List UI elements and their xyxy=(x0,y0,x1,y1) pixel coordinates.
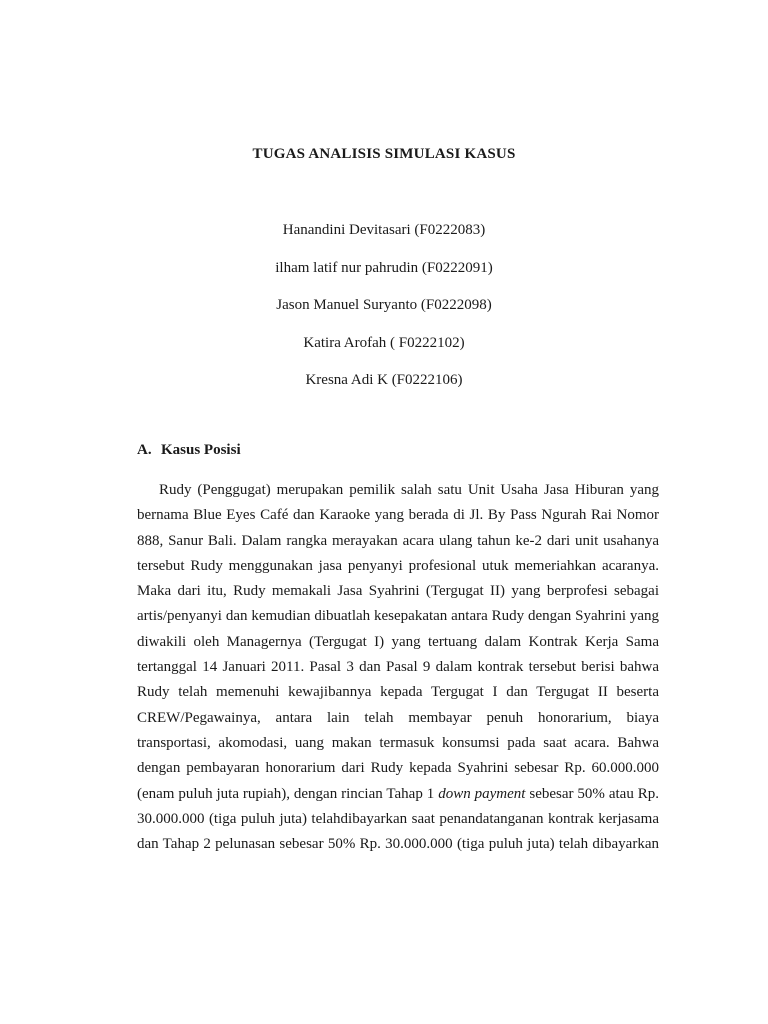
paragraph-line: Maka dari itu, Rudy memakali Jasa Syahrini (Tergugat II) yang berprofesi sebagai xyxy=(137,583,659,600)
author-line: Katira Arofah ( F0222102) xyxy=(303,334,465,351)
paragraph-line: bernama Blue Eyes Café dan Karaoke yang berada di Jl. By Pass Ngurah Rai Nomor xyxy=(137,507,659,524)
author-line: Hanandini Devitasari (F0222083) xyxy=(282,222,486,238)
paragraph-line: 30.000.000 (tiga puluh juta) telahdibayarkan saat penandatanganan kontrak kerjasama xyxy=(137,810,659,827)
author-line: Kresna Adi K (F0222106) xyxy=(305,372,463,388)
paragraph-line-mixed xyxy=(137,782,659,807)
case-paragraph xyxy=(137,478,659,857)
paragraph-line: Rudy telah memenuhi kewajibannya kepada Tergugat I dan Tergugat II beserta xyxy=(137,684,659,701)
author-list xyxy=(0,219,768,407)
paragraph-line: diwakili oleh Managernya (Tergugat I) yang tertuang dalam Kontrak Kerja Sama xyxy=(137,633,659,650)
line-text: (enam puluh juta rupiah), dengan rincian Tahap 1 xyxy=(137,785,439,802)
paragraph-line: CREW/Pegawainya, antara lain telah membayar penuh honorarium, biaya xyxy=(137,709,659,726)
section-heading xyxy=(137,442,241,459)
paragraph-line: tersebut Rudy menggunakan jasa penyanyi profesional utuk memeriahkan acaranya. xyxy=(137,557,659,574)
author-line: ilham latif nur pahrudin (F0222091) xyxy=(275,259,493,276)
paragraph-line: tertanggal 14 Januari 2011. Pasal 3 dan Pasal 9 dalam kontrak tersebut berisi bahwa xyxy=(137,659,659,676)
section-letter: A. xyxy=(137,442,152,458)
paragraph-line: dan Tahap 2 pelunasan sebesar 50% Rp. 30.000.000 (tiga puluh juta) telah dibayarkan xyxy=(137,836,659,853)
paragraph-line: 888, Sanur Bali. Dalam rangka merayakan acara ulang tahun ke-2 dari unit usahanya xyxy=(137,532,659,549)
section-title: Kasus Posisi xyxy=(161,442,241,458)
paragraph-line: dengan pembayaran honorarium dari Rudy kepada Syahrini sebesar Rp. 60.000.000 xyxy=(137,760,659,777)
italic-term: down payment xyxy=(438,785,526,802)
paragraph-line: transportasi, akomodasi, uang makan termasuk konsumsi pada saat acara. Bahwa xyxy=(137,734,659,751)
paragraph-line: Rudy (Penggugat) merupakan pemilik salah satu Unit Usaha Jasa Hiburan yang xyxy=(159,482,659,498)
paragraph-line: artis/penyanyi dan kemudian dibuatlah kesepakatan antara Rudy dengan Syahrini yang xyxy=(137,608,659,625)
document-title: TUGAS ANALISIS SIMULASI KASUS xyxy=(252,146,516,162)
line-text: sebesar 50% atau Rp. xyxy=(525,785,659,802)
author-line: Jason Manuel Suryanto (F0222098) xyxy=(276,297,492,313)
